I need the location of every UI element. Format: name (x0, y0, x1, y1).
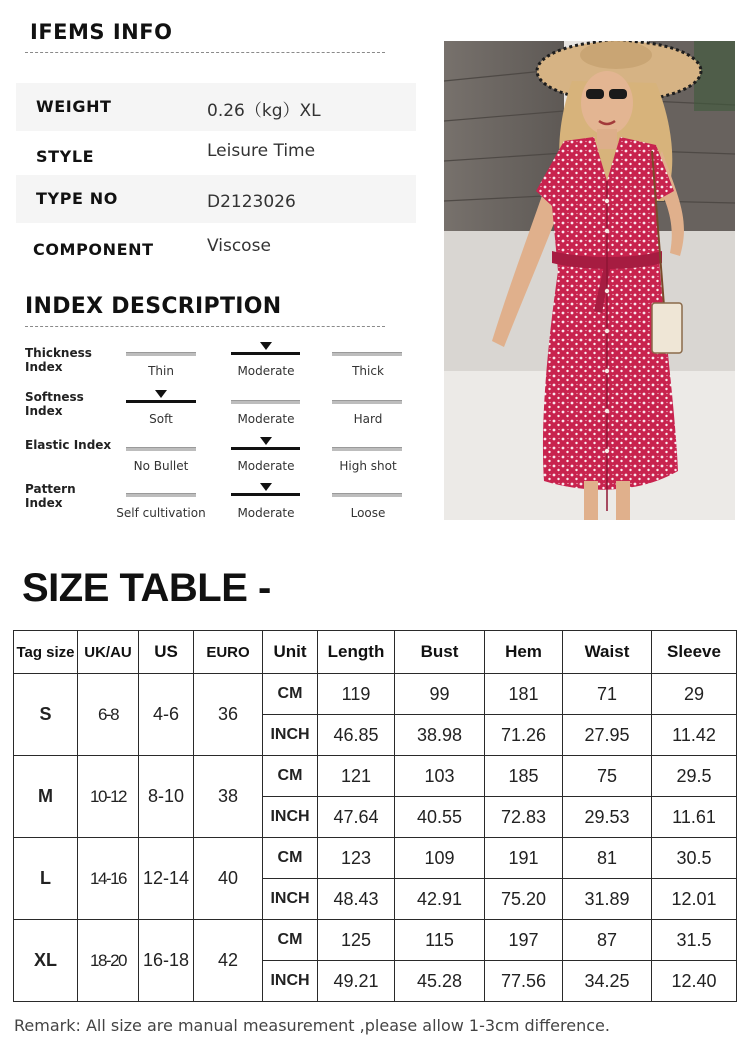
index-option: Thin (148, 364, 174, 378)
index-track (126, 352, 196, 356)
index-option: High shot (339, 459, 397, 473)
us-cell: 16-18 (139, 920, 194, 1002)
header-euro: EURO (194, 631, 263, 674)
size-cell: XL (14, 920, 78, 1002)
index-label: Softness Index (25, 390, 84, 418)
table-row (14, 756, 737, 797)
header-unit: Unit (263, 631, 318, 674)
table-row (14, 674, 737, 715)
unit-cell: CM (263, 674, 318, 715)
measurement-cell: 115 (395, 920, 485, 961)
header-sleeve: Sleeve (652, 631, 737, 674)
index-option: Loose (350, 506, 386, 520)
size-cell: L (14, 838, 78, 920)
info-row-component (16, 225, 416, 273)
measurement-cell: 99 (395, 674, 485, 715)
euro-cell: 38 (194, 756, 263, 838)
measurement-cell: 181 (485, 674, 563, 715)
measurement-cell: 87 (563, 920, 652, 961)
measurement-cell: 71.26 (485, 715, 563, 756)
measurement-cell: 40.55 (395, 797, 485, 838)
items-info-divider (25, 52, 385, 53)
unit-cell: CM (263, 838, 318, 879)
measurement-cell: 125 (318, 920, 395, 961)
measurement-cell: 72.83 (485, 797, 563, 838)
info-row-type-no (16, 175, 416, 223)
index-option: Moderate (237, 459, 295, 473)
measurement-cell: 34.25 (563, 961, 652, 1002)
index-track (332, 400, 402, 404)
measurement-cell: 77.56 (485, 961, 563, 1002)
unit-cell: INCH (263, 961, 318, 1002)
euro-cell: 36 (194, 674, 263, 756)
measurement-cell: 46.85 (318, 715, 395, 756)
uk-au-cell: 14-16 (78, 838, 139, 920)
measurement-cell: 29.5 (652, 756, 737, 797)
measurement-cell: 48.43 (318, 879, 395, 920)
measurement-cell: 49.21 (318, 961, 395, 1002)
index-option: Moderate (237, 364, 295, 378)
measurement-cell: 47.64 (318, 797, 395, 838)
measurement-cell: 185 (485, 756, 563, 797)
us-cell: 12-14 (139, 838, 194, 920)
index-track (126, 493, 196, 497)
index-option: Self cultivation (116, 506, 206, 520)
unit-cell: CM (263, 920, 318, 961)
index-track (332, 493, 402, 497)
measurement-cell: 45.28 (395, 961, 485, 1002)
header-us: US (139, 631, 194, 674)
selected-marker-icon (260, 437, 272, 445)
index-track (332, 352, 402, 356)
size-table (13, 630, 737, 1002)
measurement-cell: 42.91 (395, 879, 485, 920)
info-label: STYLE (36, 147, 95, 166)
index-option: Soft (149, 412, 173, 426)
unit-cell: INCH (263, 797, 318, 838)
measurement-cell: 12.40 (652, 961, 737, 1002)
header-length: Length (318, 631, 395, 674)
size-cell: S (14, 674, 78, 756)
index-option: No Bullet (133, 459, 189, 473)
selected-marker-icon (260, 342, 272, 350)
measurement-cell: 11.42 (652, 715, 737, 756)
measurement-cell: 191 (485, 838, 563, 879)
table-row (14, 838, 737, 879)
index-label: Pattern Index (25, 482, 76, 510)
index-track (231, 447, 300, 450)
measurement-cell: 31.5 (652, 920, 737, 961)
measurement-cell: 197 (485, 920, 563, 961)
measurement-cell: 31.89 (563, 879, 652, 920)
us-cell: 4-6 (139, 674, 194, 756)
selected-marker-icon (260, 483, 272, 491)
measurement-cell: 81 (563, 838, 652, 879)
measurement-cell: 12.01 (652, 879, 737, 920)
header-uk-au: UK/AU (78, 631, 139, 674)
euro-cell: 42 (194, 920, 263, 1002)
unit-cell: INCH (263, 879, 318, 920)
index-option: Thick (352, 364, 384, 378)
measurement-cell: 109 (395, 838, 485, 879)
model-illustration (444, 41, 735, 520)
info-value: Leisure Time (207, 141, 316, 161)
remark-note: Remark: All size are manual measurement ,please allow 1-3cm difference. (14, 1016, 610, 1035)
index-track (231, 352, 300, 355)
us-cell: 8-10 (139, 756, 194, 838)
info-label: COMPONENT (33, 240, 154, 259)
index-option: Moderate (237, 412, 295, 426)
unit-cell: CM (263, 756, 318, 797)
measurement-cell: 75 (563, 756, 652, 797)
measurement-cell: 11.61 (652, 797, 737, 838)
measurement-cell: 121 (318, 756, 395, 797)
measurement-cell: 119 (318, 674, 395, 715)
header-hem: Hem (485, 631, 563, 674)
index-track (332, 447, 402, 451)
info-row-style (16, 131, 416, 179)
header-waist: Waist (563, 631, 652, 674)
index-track (231, 493, 300, 496)
measurement-cell: 29 (652, 674, 737, 715)
size-cell: M (14, 756, 78, 838)
table-row (14, 920, 737, 961)
uk-au-cell: 18-20 (78, 920, 139, 1002)
header-tag-size: Tag size (14, 631, 78, 674)
measurement-cell: 123 (318, 838, 395, 879)
index-description-heading: INDEX DESCRIPTION (25, 294, 282, 319)
info-value: 0.26（kg）XL (207, 101, 321, 121)
info-row-weight (16, 83, 416, 131)
product-photo (444, 41, 735, 520)
measurement-cell: 103 (395, 756, 485, 797)
unit-cell: INCH (263, 715, 318, 756)
measurement-cell: 27.95 (563, 715, 652, 756)
size-table-body (14, 674, 737, 1002)
info-value: D2123026 (207, 192, 296, 212)
index-track (126, 447, 196, 451)
index-label: Elastic Index (25, 438, 112, 452)
index-option: Hard (353, 412, 383, 426)
index-option: Moderate (237, 506, 295, 520)
info-label: TYPE NO (36, 189, 118, 208)
index-track (231, 400, 300, 404)
measurement-cell: 30.5 (652, 838, 737, 879)
uk-au-cell: 6-8 (78, 674, 139, 756)
uk-au-cell: 10-12 (78, 756, 139, 838)
header-bust: Bust (395, 631, 485, 674)
index-description-divider (25, 326, 385, 327)
measurement-cell: 71 (563, 674, 652, 715)
info-label: WEIGHT (36, 97, 112, 116)
size-table-title: SIZE TABLE - (22, 566, 271, 610)
items-info-heading: IFEMS INFO (30, 20, 173, 44)
measurement-cell: 38.98 (395, 715, 485, 756)
measurement-cell: 75.20 (485, 879, 563, 920)
info-value: Viscose (207, 236, 271, 256)
measurement-cell: 29.53 (563, 797, 652, 838)
index-track (126, 400, 196, 403)
euro-cell: 40 (194, 838, 263, 920)
size-table-header-row (14, 631, 737, 674)
index-label: Thickness Index (25, 346, 92, 374)
selected-marker-icon (155, 390, 167, 398)
